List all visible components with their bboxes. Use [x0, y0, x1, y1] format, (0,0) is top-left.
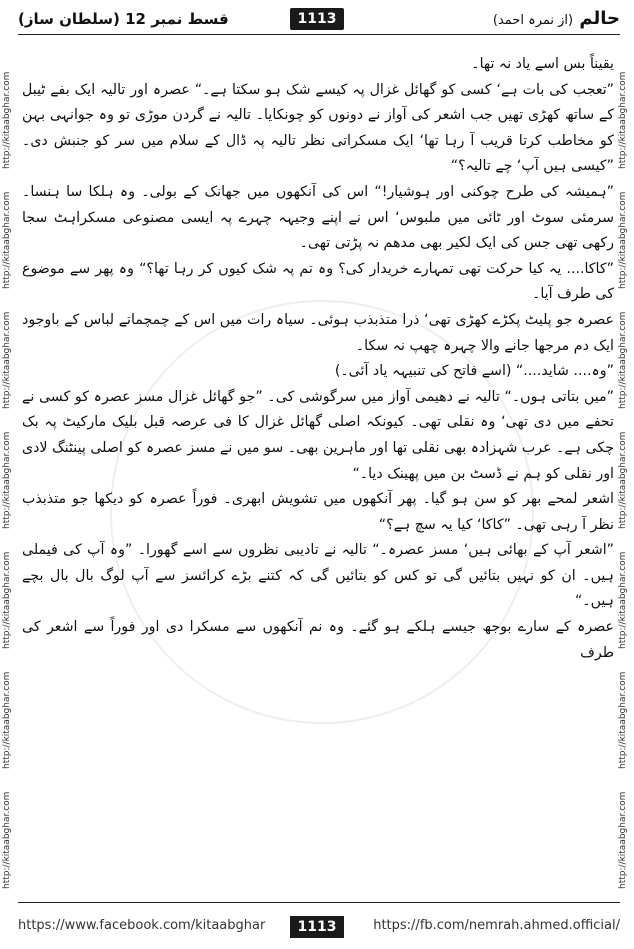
- side-url: http://kitaabghar.com: [2, 551, 12, 649]
- side-url: http://kitaabghar.com: [618, 191, 628, 289]
- footer-rule: [18, 902, 620, 903]
- header-rule: [18, 34, 620, 35]
- side-url: http://kitaabghar.com: [618, 791, 628, 889]
- side-url: http://kitaabghar.com: [2, 311, 12, 409]
- page-footer: [0, 906, 634, 946]
- page-body-text: [22, 52, 614, 897]
- paragraph: عصرہ کے سارے بوجھ جیسے ہلکے ہو گئے۔ وہ نم آنکھوں سے مسکرا دی اور فوراً سے اشعر کی طرف: [22, 619, 614, 661]
- side-url: http://kitaabghar.com: [2, 431, 12, 529]
- side-url: http://kitaabghar.com: [618, 311, 628, 409]
- episode-label: قسط نمبر 12 (سلطان ساز): [18, 10, 229, 28]
- author-name: (از نمرہ احمد): [492, 13, 574, 28]
- book-title: [493, 8, 620, 29]
- book-title-text: حالم: [579, 8, 620, 29]
- paragraph: ”میں بتاتی ہوں۔“ تالیہ نے دھیمی آواز میں سرگوشی کی۔ ”جو گھائل غزال مسز عصرہ کو کسی نے تحفے میں دی تھی‘ وہ نقلی تھی۔ کیونکہ اصلی گھائل غزال کا فی عرصہ قبل بلیک مارکیٹ پہ بک چکی ہے۔ عرب شہزادہ بھی نقلی تھا اور ماہرین بھی۔ سو میں نے مسز عصرہ کو اصلی پینٹنگ لادی اور نقلی کو ہم نے ڈسٹ بن میں پھینک دیا۔“: [22, 388, 614, 482]
- facebook-nemrah-link[interactable]: https://fb.com/nemrah.ahmed.official/: [373, 918, 620, 933]
- side-url: http://kitaabghar.com: [618, 671, 628, 769]
- paragraph: ”وہ.... شاید....“ (اسے فاتح کی تنبیہہ یاد آئی۔): [334, 363, 614, 380]
- side-url: http://kitaabghar.com: [618, 431, 628, 529]
- page-header: [0, 0, 634, 46]
- side-url: http://kitaabghar.com: [2, 71, 12, 169]
- side-url: http://kitaabghar.com: [2, 791, 12, 889]
- left-side-watermark: [2, 60, 16, 900]
- paragraph: اشعر لمحے بھر کو سن ہو گیا۔ پھر آنکھوں میں تشویش ابھری۔ فوراً عصرہ کو دیکھا جو متذبذب نظر آ رہی تھی۔ ”کاکا‘ کیا یہ سچ ہے؟“: [22, 491, 614, 533]
- paragraph: یقیناً بس اسے یاد نہ تھا۔: [471, 56, 614, 72]
- side-url: http://kitaabghar.com: [618, 551, 628, 649]
- side-url: http://kitaabghar.com: [618, 71, 628, 169]
- paragraph: عصرہ جو پلیٹ پکڑے کھڑی تھی‘ ذرا متذبذب ہوئی۔ سیاہ رات میں اس کے چمچماتے لباس کے باوجود ایک دم مرجھا جانے والا چہرہ چھپ نہ سکا۔: [22, 311, 614, 354]
- paragraph: ”اشعر آپ کے بھائی ہیں‘ مسز عصرہ۔“ تالیہ نے تادیبی نظروں سے اسے گھورا۔ ”وہ آپ کی فیملی ہیں۔ ان کو نہیں بتائیں گی تو کس کو بتائیں گی کہ کتنے بڑے کرائسز سے آپ لوگ بال بال بچے ہیں۔“: [22, 542, 614, 610]
- paragraph: ”کاکا.... یہ کیا حرکت تھی تمہارے خریدار کی؟ وہ تم پہ شک کیوں کر رہا تھا؟“ وہ پھر سے موضوع کی طرف آیا۔: [22, 260, 614, 303]
- paragraph: ”ہمیشہ کی طرح چوکنی اور ہوشیار!“ اس کی آنکھوں میں جھانک کے بولی۔ وہ ہلکا سا ہنسا۔ سرمئی سوٹ اور ٹائی میں ملبوس‘ اس نے اپنے وجیہہ چہرے پہ ایسی مصنوعی مسکراہٹ سجا رکھی تھی جس کی ایک لکیر بھی مدھم نہ پڑتی تھی۔: [22, 183, 614, 252]
- paragraph: ”تعجب کی بات ہے‘ کسی کو گھائل غزال پہ کیسے شک ہو سکتا ہے۔“ عصرہ اور تالیہ ایک بفے ٹیبل کے ساتھ کھڑی تھیں جب اشعر کی آواز نے دونوں کو چونکایا۔ تالیہ نے گردن موڑی تو وہ جوانہی بہن کو مخاطب کرتا قریب آ رہا تھا‘ ایک مسکراتی نظر تالیہ پہ ڈال کے سلام میں سر کو جنبش دی۔ ”کیسی ہیں آپ‘ چے تالیہ؟“: [22, 81, 614, 175]
- page-number-top: 1113: [290, 8, 344, 30]
- page-number-bottom: 1113: [290, 916, 344, 938]
- right-side-watermark: [618, 60, 632, 900]
- side-url: http://kitaabghar.com: [2, 191, 12, 289]
- side-url: http://kitaabghar.com: [2, 671, 12, 769]
- facebook-kitaabghar-link[interactable]: https://www.facebook.com/kitaabghar: [18, 918, 266, 933]
